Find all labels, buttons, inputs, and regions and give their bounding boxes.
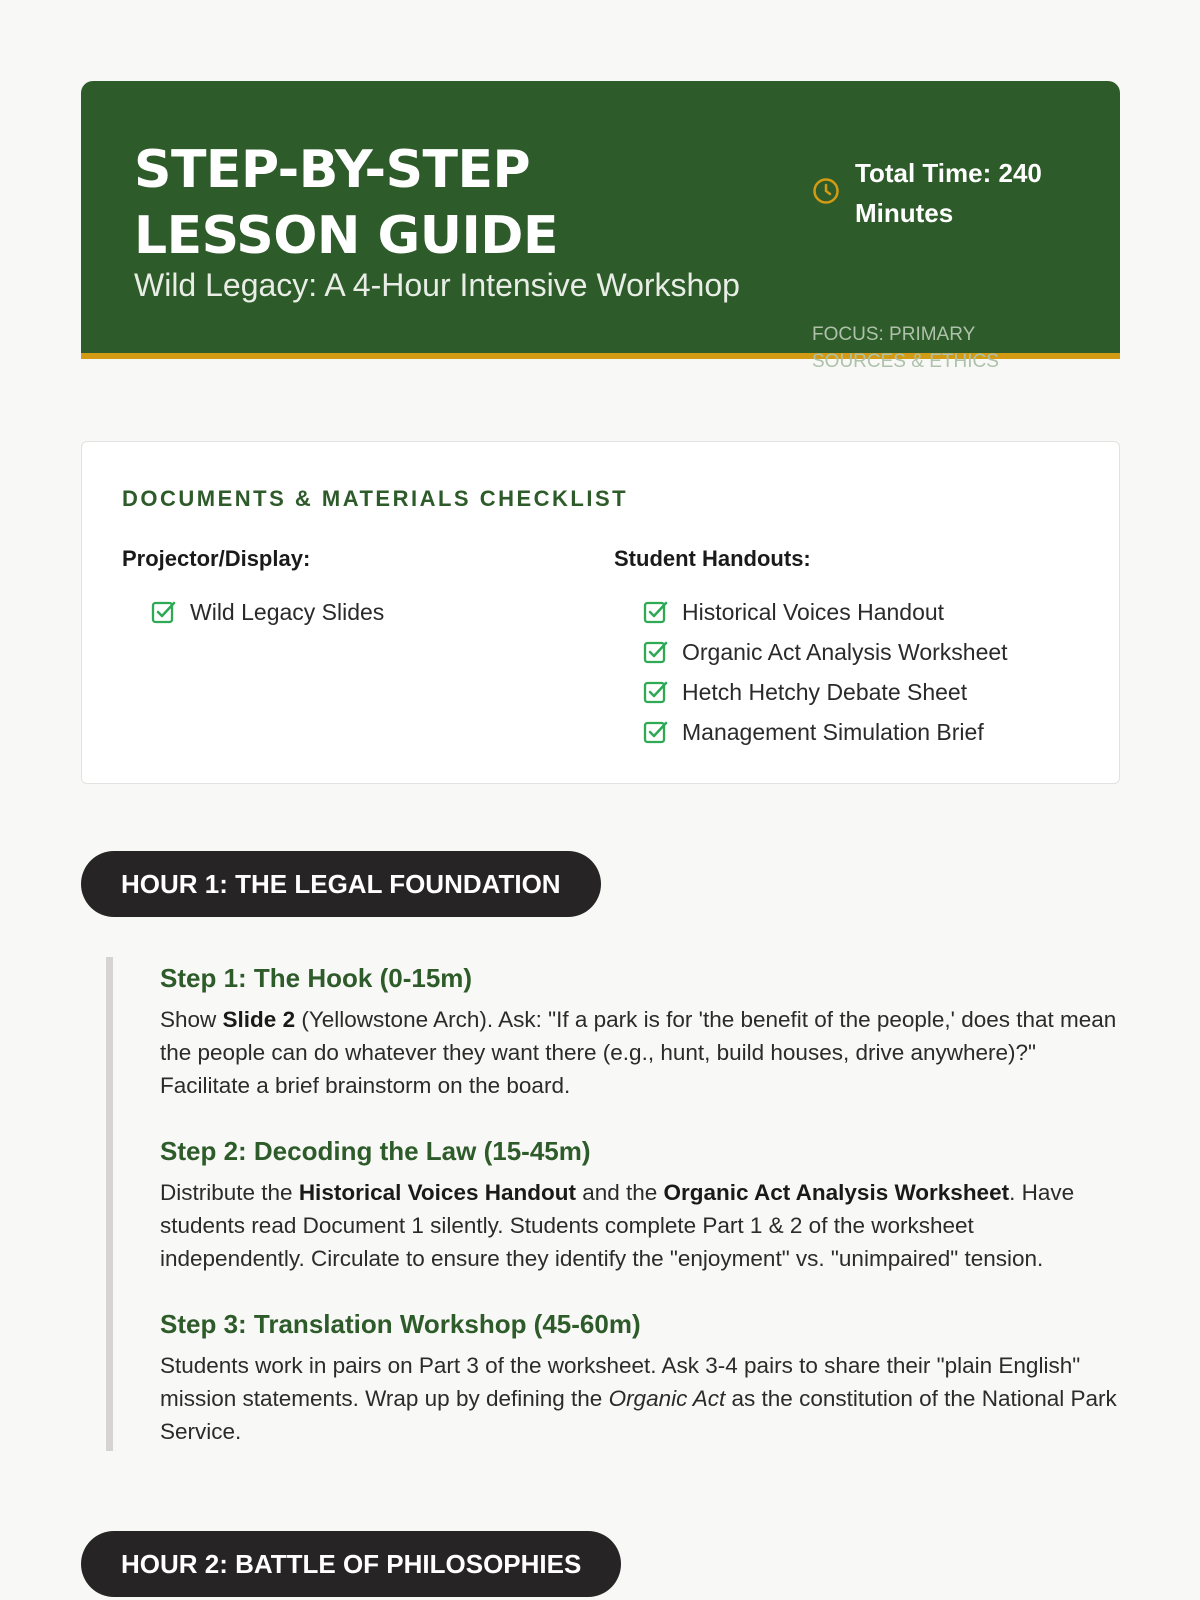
checkbox-checked-icon [642, 599, 668, 625]
step-3 [160, 1305, 1120, 1448]
hour-1-heading: HOUR 1: THE LEGAL FOUNDATION [81, 851, 601, 917]
checklist-item-label: Historical Voices Handout [682, 598, 945, 625]
hour-1-steps [106, 957, 1120, 1451]
checklist-item [122, 592, 562, 632]
projector-heading: Projector/Display: [122, 546, 311, 571]
step-title: Step 1: The Hook (0-15m) [160, 963, 473, 993]
checklist-item [614, 592, 1094, 632]
checklist-item-label: Wild Legacy Slides [190, 598, 385, 625]
checklist-item-label: Management Simulation Brief [682, 718, 984, 745]
step-1 [160, 959, 1120, 1102]
hour-2-heading: HOUR 2: BATTLE OF PHILOSOPHIES [81, 1531, 621, 1597]
step-title: Step 2: Decoding the Law (15-45m) [160, 1136, 591, 1166]
projector-column [122, 546, 562, 632]
checklist-item-label: Hetch Hetchy Debate Sheet [682, 678, 968, 705]
title-line-2: LESSON GUIDE [134, 206, 558, 266]
page-title [134, 137, 558, 269]
checklist-title: DOCUMENTS & MATERIALS CHECKLIST [122, 486, 629, 511]
total-time: Total Time: 240 Minutes [855, 158, 1042, 228]
step-2 [160, 1132, 1120, 1275]
checkbox-checked-icon [642, 639, 668, 665]
clock-icon [812, 177, 840, 205]
step-body: Show Slide 2 (Yellowstone Arch). Ask: "If a park is for 'the benefit of the people,' does that mean the people can do whatever they want there (e.g., hunt, build houses, drive anywhere)?" Facilitate a brief brainstorm on the board. [160, 1007, 1117, 1098]
focus-label: FOCUS: PRIMARY SOURCES & ETHICS [812, 324, 999, 372]
handouts-heading: Student Handouts: [614, 546, 811, 571]
page-subtitle: Wild Legacy: A 4-Hour Intensive Workshop [134, 267, 740, 303]
step-body: Distribute the Historical Voices Handout and the Organic Act Analysis Worksheet. Have students read Document 1 silently. Students complete Part 1 & 2 of the worksheet independently. Circulate to ensure they identify the "enjoyment" vs. "unimpaired" tension. [160, 1180, 1075, 1271]
checkbox-checked-icon [642, 679, 668, 705]
step-title: Step 3: Translation Workshop (45-60m) [160, 1309, 641, 1339]
checkbox-checked-icon [642, 719, 668, 745]
step-body: Students work in pairs on Part 3 of the worksheet. Ask 3-4 pairs to share their "plain English" mission statements. Wrap up by defining the Organic Act as the constitution of the National Park Service. [160, 1353, 1117, 1444]
checklist-item [614, 672, 1094, 712]
checklist-item [614, 712, 1094, 752]
handouts-column [614, 546, 1094, 752]
title-line-1: STEP-BY-STEP [134, 140, 531, 200]
checkbox-checked-icon [150, 599, 176, 625]
lesson-header [81, 81, 1120, 372]
checklist-item [614, 632, 1094, 672]
materials-checklist [81, 441, 1120, 784]
checklist-item-label: Organic Act Analysis Worksheet [682, 638, 1008, 665]
